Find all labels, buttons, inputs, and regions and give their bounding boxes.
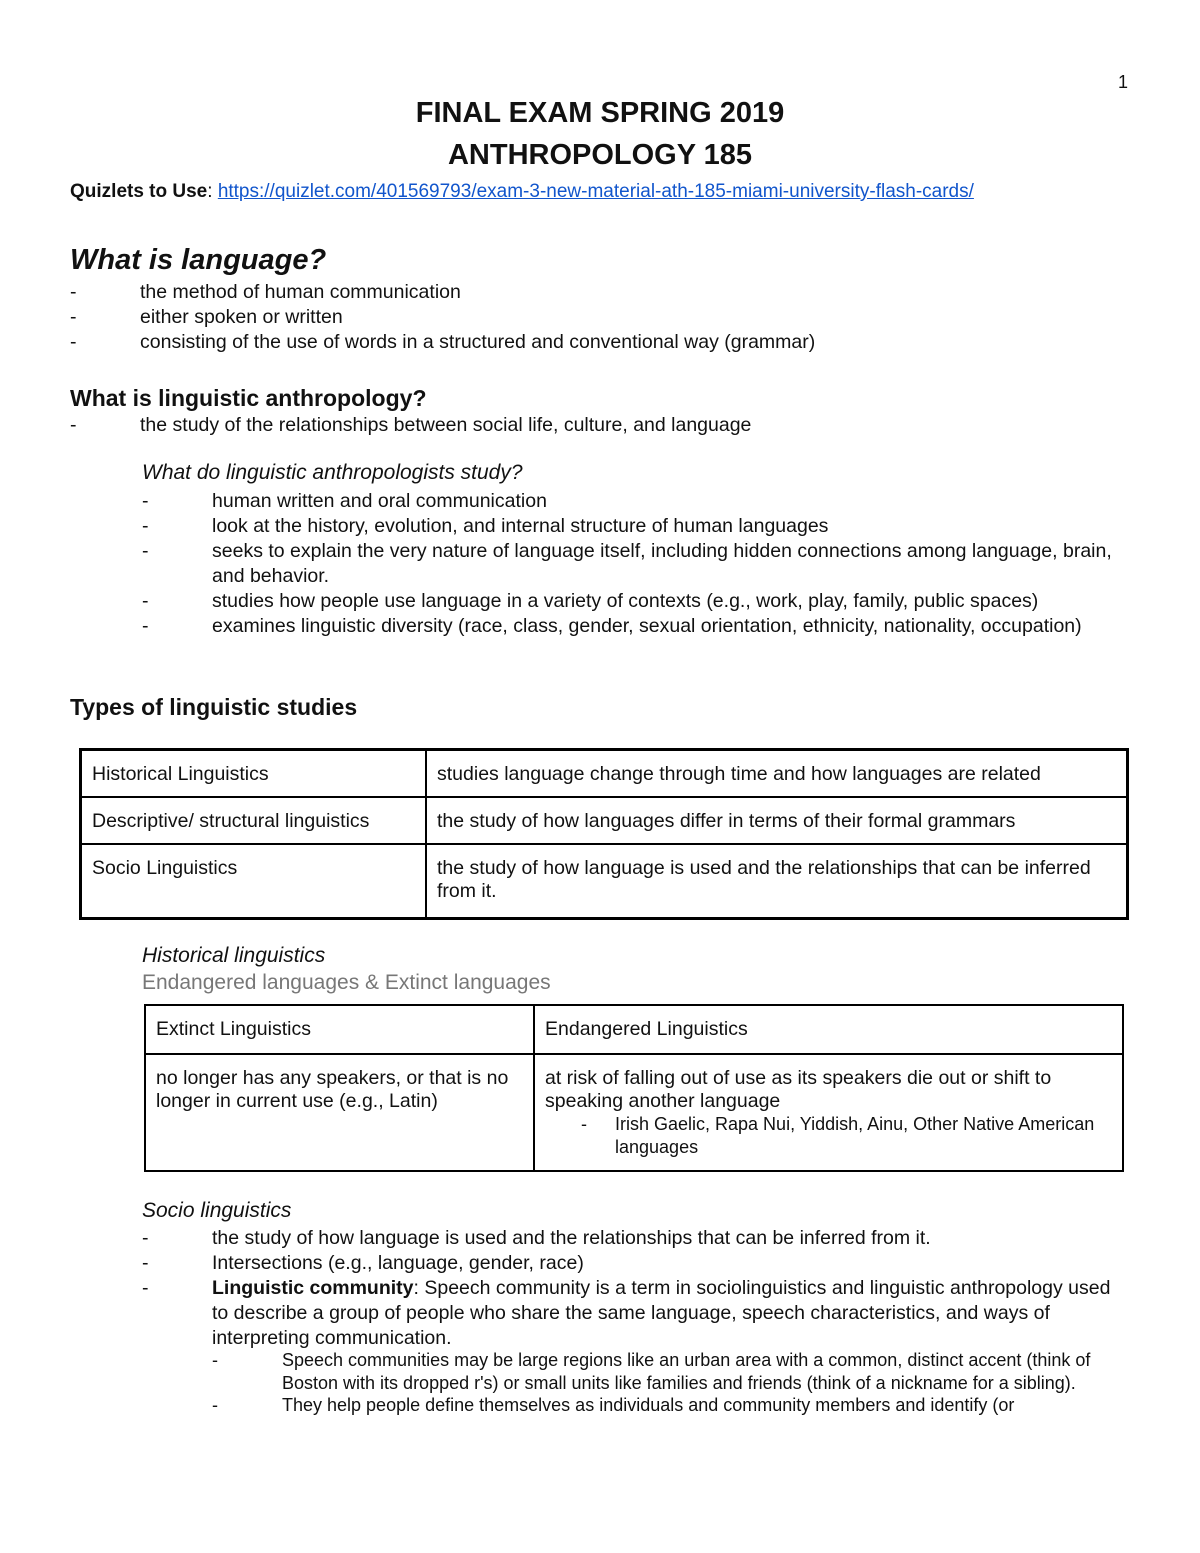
endangered-definition <box>534 1054 1123 1171</box>
type-desc: the study of how languages differ in terms of their formal grammars <box>426 797 1128 844</box>
linguistic-community-term: Linguistic community <box>212 1277 414 1299</box>
list-item: - Irish Gaelic, Rapa Nui, Yiddish, Ainu, Other Native American languages <box>545 1113 1112 1158</box>
page-subtitle: ANTHROPOLOGY 185 <box>447 139 753 171</box>
subheading-historical: Historical linguistics <box>142 944 326 967</box>
list-item: - Intersections (e.g., language, gender, race) <box>142 1251 1132 1276</box>
list-item: - studies how people use language in a variety of contexts (e.g., work, play, family, public spaces) <box>142 589 1132 614</box>
subheading-socio: Socio linguistics <box>142 1199 292 1222</box>
endangered-examples <box>545 1113 1112 1158</box>
speech-community-list <box>212 1349 1112 1417</box>
language-list <box>70 280 1130 355</box>
list-item: - human written and oral communication <box>142 489 1132 514</box>
list-item: - seeks to explain the very nature of language itself, including hidden connections among language, brain, and behavior. <box>142 539 1132 589</box>
quizlets-label: Quizlets to Use <box>70 181 208 202</box>
list-item: - Speech communities may be large regions like an urban area with a common, distinct accent (think of Boston with its dropped r's) or small units like families and friends (think of a nickname for a sibling). <box>212 1349 1112 1394</box>
endangered-text: at risk of falling out of use as its speakers die out or shift to speaking another language <box>545 1067 1052 1112</box>
extinct-endangered-table <box>144 1004 1124 1172</box>
list-item: - consisting of the use of words in a structured and conventional way (grammar) <box>70 330 1130 355</box>
quizlet-link[interactable]: https://quizlet.com/401569793/exam-3-new-material-ath-185-miami-university-flash-cards/ <box>217 181 974 202</box>
extinct-definition <box>145 1054 534 1171</box>
heading-linguistic-anthropology: What is linguistic anthropology? <box>70 385 427 411</box>
type-name: Historical Linguistics <box>81 750 427 798</box>
type-desc: the study of how language is used and the relationships that can be inferred from it. <box>426 844 1128 919</box>
study-list <box>142 489 1132 639</box>
page-number: 1 <box>1118 72 1129 92</box>
heading-what-is-language: What is language? <box>70 244 327 276</box>
types-table <box>79 748 1129 920</box>
list-item: - They help people define themselves as individuals and community members and identify (or <box>212 1394 1112 1417</box>
quizlets-sep: : <box>207 181 213 202</box>
table-row <box>81 797 1128 844</box>
column-header-endangered: Endangered Linguistics <box>534 1005 1123 1054</box>
anthropology-list <box>70 413 1130 438</box>
type-name: Descriptive/ structural linguistics <box>81 797 427 844</box>
quizlets-line <box>70 181 974 203</box>
extinct-text: no longer has any speakers, or that is no longer in current use (e.g., Latin) <box>156 1067 509 1112</box>
list-item: - look at the history, evolution, and internal structure of human languages <box>142 514 1132 539</box>
type-desc: studies language change through time and how languages are related <box>426 750 1128 798</box>
page-title: FINAL EXAM SPRING 2019 <box>415 97 785 129</box>
heading-types: Types of linguistic studies <box>70 694 358 720</box>
linguistic-community-definition: : Speech community is a term in sociolinguistics and linguistic anthropology used to describe a group of people who share the same language, speech characteristics, and ways of interpreting communication. <box>212 1277 1111 1349</box>
list-item: - examines linguistic diversity (race, class, gender, sexual orientation, ethnicity, nationality, occupation) <box>142 614 1132 639</box>
subheading-what-they-study: What do linguistic anthropologists study? <box>142 461 523 484</box>
table-row <box>145 1054 1123 1171</box>
type-name: Socio Linguistics <box>81 844 427 919</box>
subheading-endangered-extinct: Endangered languages & Extinct languages <box>142 971 551 994</box>
list-item: - either spoken or written <box>70 305 1130 330</box>
list-item <box>142 1276 1132 1351</box>
socio-list <box>142 1226 1132 1351</box>
list-item: - the study of the relationships between social life, culture, and language <box>70 413 1130 438</box>
table-row <box>81 844 1128 919</box>
list-item: - the study of how language is used and the relationships that can be inferred from it. <box>142 1226 1132 1251</box>
table-row <box>145 1005 1123 1054</box>
list-item: - the method of human communication <box>70 280 1130 305</box>
column-header-extinct: Extinct Linguistics <box>145 1005 534 1054</box>
table-row <box>81 750 1128 798</box>
